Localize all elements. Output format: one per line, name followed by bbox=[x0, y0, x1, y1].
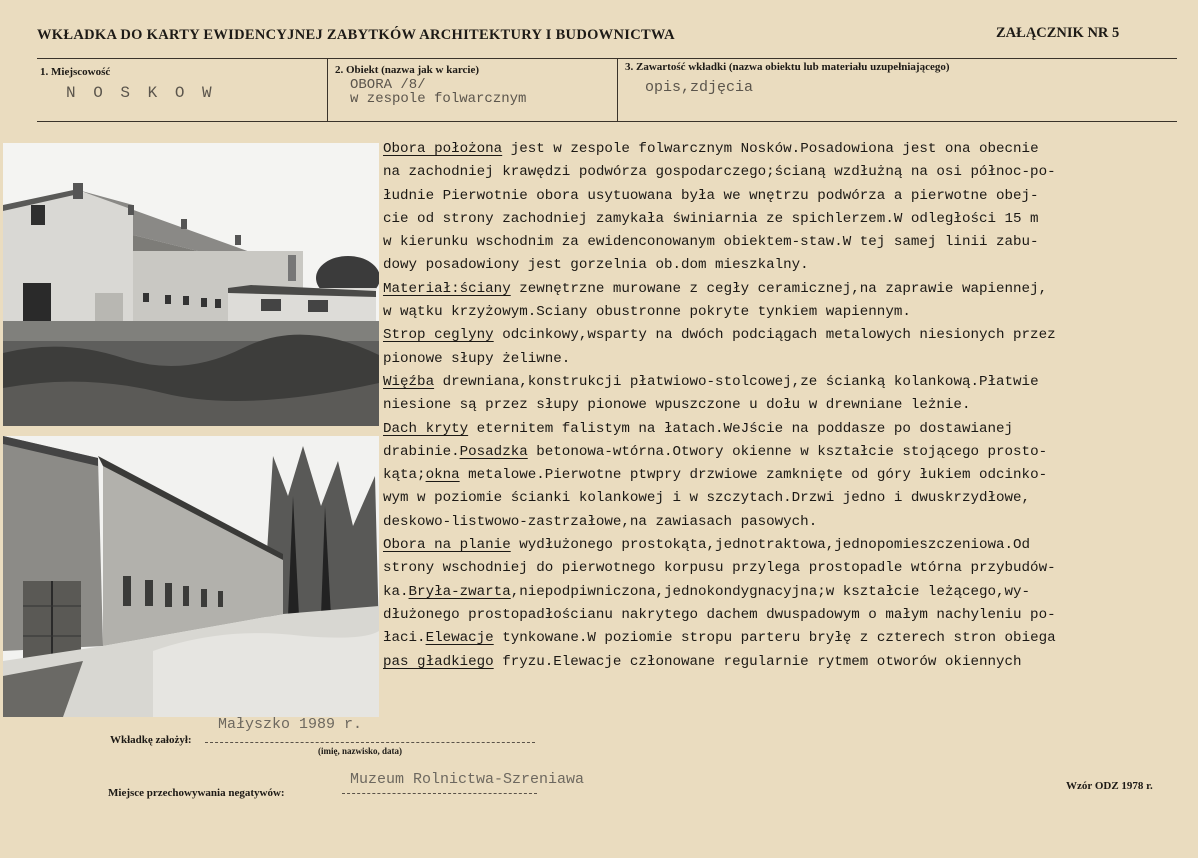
description-line bbox=[383, 418, 1178, 441]
description-line bbox=[383, 278, 1178, 301]
text-segment: kąta; bbox=[383, 467, 426, 484]
description-line bbox=[383, 511, 1178, 534]
description-line bbox=[383, 394, 1178, 417]
text-segment: na zachodniej krawędzi podwórza gospodarczego;ścianą wzdłużną na osi północ-po- bbox=[383, 164, 1056, 181]
text-segment: drabinie. bbox=[383, 443, 460, 460]
description-line bbox=[383, 464, 1178, 487]
object-label: 2. Obiekt (nazwa jak w karcie) bbox=[335, 64, 480, 76]
underlined-heading: Więźba bbox=[383, 373, 435, 390]
author-value: Małyszko 1989 r. bbox=[218, 716, 363, 733]
text-segment: wym w poziomie ścianki kolankowej i w szczytach.Drzwi jedno i dwuskrzydłowe, bbox=[383, 490, 1031, 507]
description-line bbox=[383, 441, 1178, 464]
fields-rule bbox=[37, 121, 1177, 122]
content-label: 3. Zawartość wkładki (nazwa obiektu lub materiału uzupełniającego) bbox=[625, 61, 950, 73]
form-code: Wzór ODZ 1978 r. bbox=[1066, 780, 1153, 792]
locality-value: N O S K O W bbox=[66, 84, 216, 102]
annex-number: ZAŁĄCZNIK NR 5 bbox=[996, 25, 1120, 41]
description-line bbox=[383, 604, 1178, 627]
text-segment: łudnie Pierwotnie obora usytuowana była we wnętrzu podwórza a pierwotne obej- bbox=[383, 187, 1039, 204]
description-line bbox=[383, 557, 1178, 580]
text-segment: betonowa-wtórna.Otwory okienne w kształcie stojącego prosto- bbox=[527, 443, 1048, 460]
description-line bbox=[383, 348, 1178, 371]
description-line bbox=[383, 534, 1178, 557]
text-segment: strony wschodniej do pierwotnego korpusu przylega prostopadle wtórna przybudów- bbox=[383, 560, 1056, 577]
header-title: WKŁADKA DO KARTY EWIDENCYJNEJ ZABYTKÓW ARCHITEKTURY I BUDOWNICTWA bbox=[37, 27, 675, 43]
text-segment: dowy posadowiony jest gorzelnia ob.dom mieszkalny. bbox=[383, 257, 809, 274]
text-segment: ka. bbox=[383, 583, 409, 600]
text-segment: w kierunku wschodnim za ewidenconowanym obiektem-staw.W tej samej linii zabu- bbox=[383, 234, 1039, 251]
underlined-heading: Obora na planie bbox=[383, 537, 511, 554]
underlined-heading: Strop ceglyny bbox=[383, 327, 494, 344]
header-rule bbox=[37, 58, 1177, 59]
text-segment: jest w zespole folwarcznym Nosków.Posadowiona jest ona obecnie bbox=[502, 141, 1039, 157]
underlined-heading: Bryła-zwarta bbox=[408, 583, 511, 600]
negatives-label: Miejsce przechowywania negatywów: bbox=[108, 787, 285, 799]
text-segment: niesione są przez słupy pionowe wpuszczone u dołu w drewniane leżnie. bbox=[383, 397, 971, 414]
barn-front-photo-drawing bbox=[3, 143, 379, 426]
text-segment: cie od strony zachodniej zamykała świniarnia ze spichlerzem.W odległości 15 m bbox=[383, 210, 1039, 227]
negatives-underline bbox=[342, 793, 537, 794]
content-value: opis,zdjęcia bbox=[645, 79, 754, 96]
underlined-heading: okna bbox=[425, 467, 460, 484]
text-segment: deskowo-listwowo-zastrzałowe,na zawiasach pasowych. bbox=[383, 513, 818, 530]
underlined-heading: Posadzka bbox=[459, 443, 528, 460]
description-line bbox=[383, 301, 1178, 324]
field-divider-2 bbox=[617, 58, 618, 121]
description-line bbox=[383, 138, 1178, 161]
text-segment: odcinkowy,wsparty na dwóch podciągach metalowych niesionych przez bbox=[493, 327, 1056, 344]
locality-label: 1. Miejscowość bbox=[40, 66, 111, 78]
description-line bbox=[383, 627, 1178, 650]
author-hint: (imię, nazwisko, data) bbox=[318, 746, 402, 756]
description-line bbox=[383, 487, 1178, 510]
description-line bbox=[383, 208, 1178, 231]
description-line bbox=[383, 254, 1178, 277]
underlined-heading: pas gładkiego bbox=[383, 653, 494, 670]
author-label: Wkładkę założył: bbox=[110, 734, 192, 746]
description-line bbox=[383, 371, 1178, 394]
description-line bbox=[383, 185, 1178, 208]
author-underline bbox=[205, 742, 535, 743]
text-segment: ,niepodpiwniczona,jednokondygnacyjna;w kształcie leżącego,wy- bbox=[510, 583, 1031, 600]
photo-barn-front-view bbox=[3, 143, 379, 426]
object-value-line-2: w zespole folwarcznym bbox=[350, 91, 527, 107]
field-divider-1 bbox=[327, 58, 328, 121]
description-line bbox=[383, 161, 1178, 184]
object-value-line-1: OBORA /8/ bbox=[350, 77, 426, 93]
underlined-heading: Materiał:ściany bbox=[383, 280, 511, 297]
negatives-value: Muzeum Rolnictwa-Szreniawa bbox=[350, 771, 585, 788]
underlined-heading: Elewacje bbox=[425, 630, 494, 647]
underlined-heading: Obora położona bbox=[383, 141, 503, 157]
photo-barn-side-view bbox=[3, 436, 379, 717]
text-segment: fryzu.Elewacje członowane regularnie rytmem otworów okiennych bbox=[493, 653, 1022, 670]
text-segment: w wątku krzyżowym.Sciany obustronne pokryte tynkiem wapiennym. bbox=[383, 304, 911, 321]
text-segment: eternitem falistym na łatach.WeJście na poddasze po dostawianej bbox=[468, 420, 1014, 437]
description-line bbox=[383, 581, 1178, 604]
description-text bbox=[383, 138, 1178, 674]
text-segment: pionowe słupy żeliwne. bbox=[383, 350, 571, 367]
barn-side-photo-drawing bbox=[3, 436, 379, 717]
underlined-heading: Dach kryty bbox=[383, 420, 469, 437]
description-line bbox=[383, 651, 1178, 674]
text-segment: łaci. bbox=[383, 630, 426, 647]
text-segment: tynkowane.W poziomie stropu parteru bryłę z czterech stron obiega bbox=[493, 630, 1056, 647]
text-segment: metalowe.Pierwotne ptwpry drzwiowe zamknięte od góry łukiem odcinko- bbox=[459, 467, 1048, 484]
description-line bbox=[383, 231, 1178, 254]
text-segment: wydłużonego prostokąta,jednotraktowa,jednopomieszczeniowa.Od bbox=[510, 537, 1031, 554]
text-segment: drewniana,konstrukcji płatwiowo-stolcowej,ze ścianką kolankową.Płatwie bbox=[434, 373, 1039, 390]
description-line bbox=[383, 324, 1178, 347]
text-segment: zewnętrzne murowane z cegły ceramicznej,na zaprawie wapiennej, bbox=[510, 280, 1048, 297]
text-segment: dłużonego prostopadłościanu nakrytego dachem dwuspadowym o małym nachyleniu po- bbox=[383, 606, 1056, 623]
